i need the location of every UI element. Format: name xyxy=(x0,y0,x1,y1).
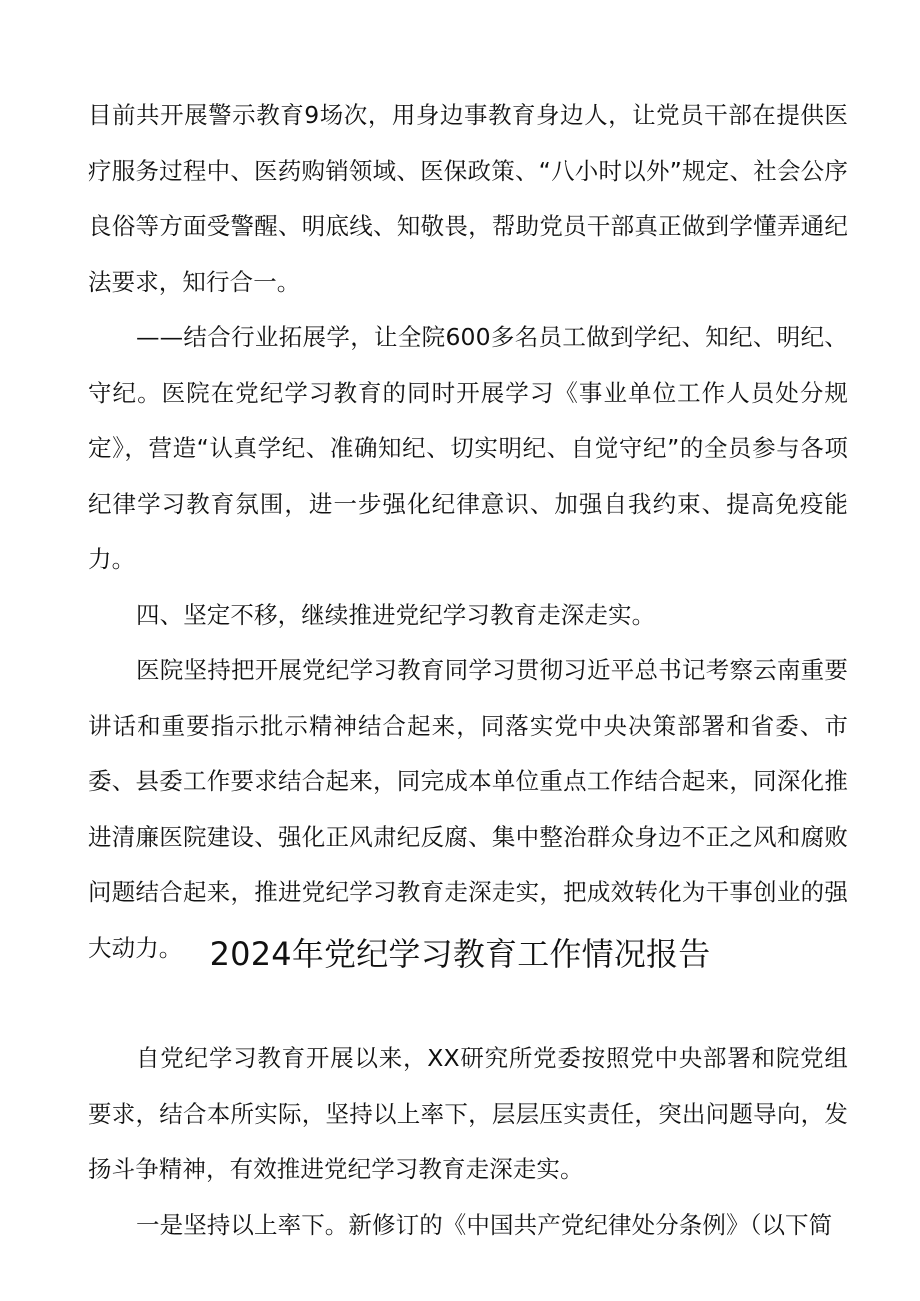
paragraph-hospital-commitment: 医院坚持把开展党纪学习教育同学习贯彻习近平总书记考察云南重要讲话和重要指示批示精神结合起来，同落实党中央决策部署和省委、市委、县委工作要求结合起来，同完成本单位重点工作结合起来，同深化推进清廉医院建设、强化正风肃纪反腐、集中整治群众身边不正之风和腐败问题结合起来，推进党纪学习教育走深走实，把成效转化为干事创业的强大动力。 xyxy=(88,656,848,962)
report-title: 2024年党纪学习教育工作情况报告 xyxy=(209,935,711,973)
section-heading-four: 四、坚定不移，继续推进党纪学习教育走深走实。 xyxy=(136,600,656,629)
paragraph-report-intro: 自党纪学习教育开展以来，XX研究所党委按照党中央部署和院党组要求，结合本所实际，坚持以上率下，层层压实责任，突出问题导向，发扬斗争精神，有效推进党纪学习教育走深走实。 xyxy=(88,1044,848,1183)
paragraph-warning-education: 目前共开展警示教育9场次，用身边事教育身边人，让党员干部在提供医疗服务过程中、医药购销领域、医保政策、“八小时以外”规定、社会公序良俗等方面受警醒、明底线、知敬畏，帮助党员干部真正做到学懂弄通纪法要求，知行合一。 xyxy=(88,101,848,296)
report-body xyxy=(88,1031,848,1253)
paragraph-industry-learning: ——结合行业拓展学，让全院600多名员工做到学纪、知纪、明纪、守纪。医院在党纪学习教育的同时开展学习《事业单位工作人员处分规定》，营造“认真学纪、准确知纪、切实明纪、自觉守纪”的全员参与各项纪律学习教育氛围，进一步强化纪律意识、加强自我约束、提高免疫能力。 xyxy=(88,323,848,573)
upper-section xyxy=(88,88,848,976)
paragraph-lead-by-example: 一是坚持以上率下。新修订的《中国共产党纪律处分条例》（以下简 xyxy=(136,1210,833,1239)
